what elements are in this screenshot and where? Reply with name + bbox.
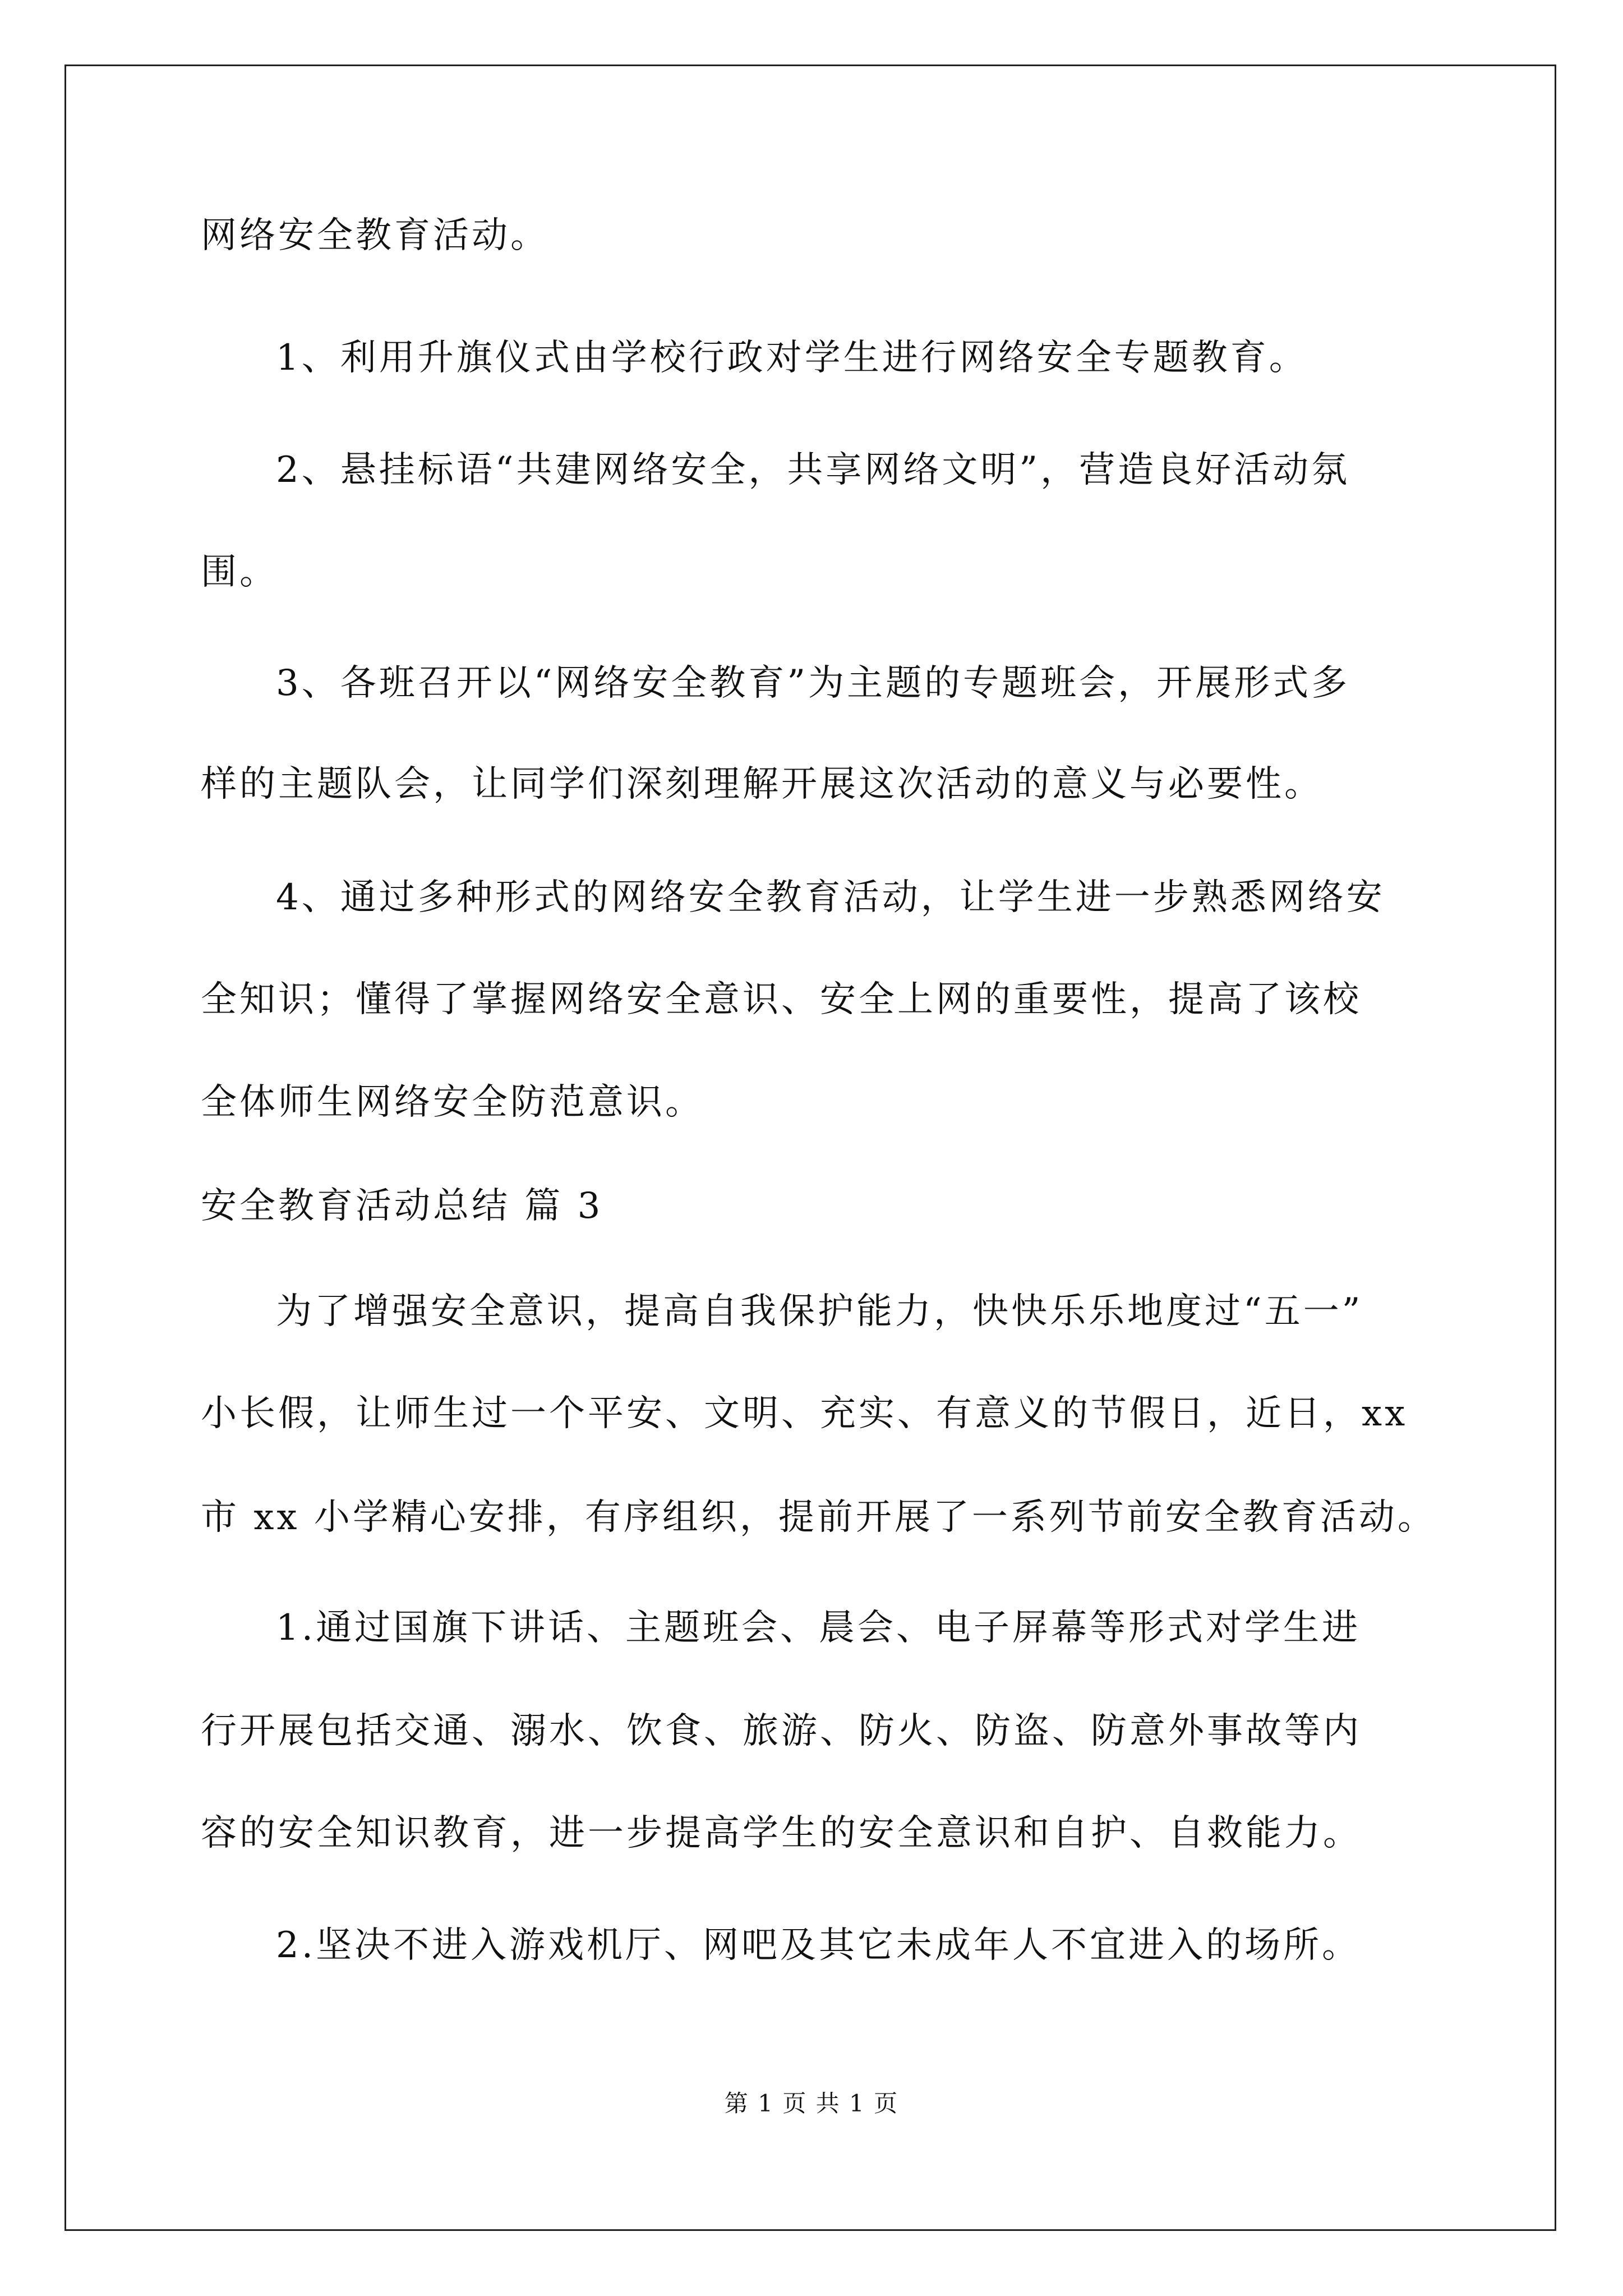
text-line: 网络安全教育活动。 xyxy=(201,215,549,256)
text-line: 行开展包括交通、溺水、饮食、旅游、防火、防盗、防意外事故等内 xyxy=(201,1710,1362,1752)
text-line: 1、利用升旗仪式由学校行政对学生进行网络安全专题教育。 xyxy=(276,337,1308,379)
text-line: 3、各班召开以“网络安全教育”为主题的专题班会，开展形式多 xyxy=(276,662,1350,704)
text-line: 小长假，让师生过一个平安、文明、充实、有意义的节假日，近日，xx xyxy=(201,1393,1408,1434)
text-line: 围。 xyxy=(201,551,278,593)
text-line: 市 xx 小学精心安排，有序组织，提前开展了一系列节前安全教育活动。 xyxy=(201,1497,1436,1538)
text-line: 2、悬挂标语“共建网络安全，共享网络文明”，营造良好活动氛 xyxy=(276,449,1350,491)
text-line: 为了增强安全意识，提高自我保护能力，快快乐乐地度过“五一” xyxy=(276,1291,1363,1332)
text-line: 2.坚决不进入游戏机厅、网吧及其它未成年人不宜进入的场所。 xyxy=(276,1925,1361,1966)
text-line: 1.通过国旗下讲话、主题班会、晨会、电子屏幕等形式对学生进 xyxy=(276,1607,1361,1649)
text-line: 全知识；懂得了掌握网络安全意识、安全上网的重要性，提高了该校 xyxy=(201,979,1362,1020)
text-line: 样的主题队会，让同学们深刻理解开展这次活动的意义与必要性。 xyxy=(201,763,1323,805)
page-number-footer: 第 1 页 共 1 页 xyxy=(724,2090,899,2117)
page-border xyxy=(64,65,1556,2231)
text-line: 容的安全知识教育，进一步提高学生的安全意识和自护、自救能力。 xyxy=(201,1812,1362,1854)
section-heading: 安全教育活动总结 篇 3 xyxy=(201,1185,603,1227)
text-line: 4、通过多种形式的网络安全教育活动，让学生进一步熟悉网络安 xyxy=(276,877,1385,918)
text-line: 全体师生网络安全防范意识。 xyxy=(201,1082,704,1123)
